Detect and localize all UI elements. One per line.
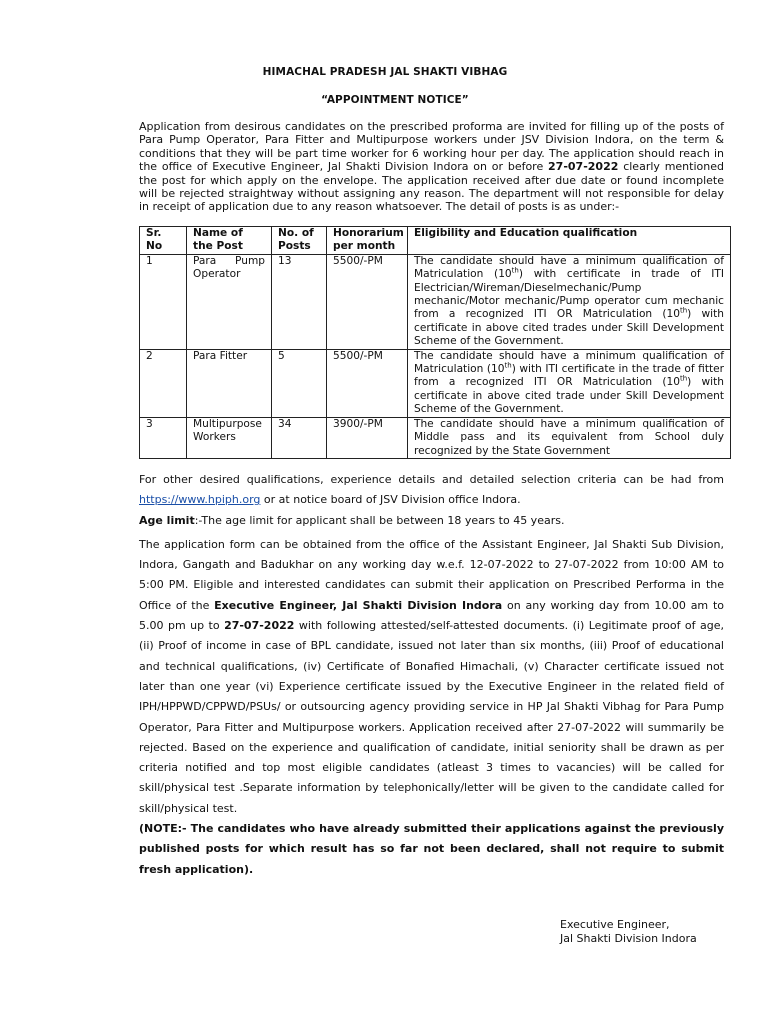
application-text-c: with following attested/self-attested documents. (i) Legitimate proof of age, (ii) Proof of income in case of BPL candidate, issued not later than six months, (iii) Proof of educational and technical qualifications, (iv) Certificate of Bonafied Himachali, (v) Character certificate issued not later than one year (vi) Experience certificate issued by the Executive Engineer in the related field of IPH/HPPWD/CPPWD/PSUs/ or outsourcing agency providing service in HP Jal Shakti Vibhag for Para Pump Operator, Para Fitter and Multipurpose workers. Application received after 27-07-2022 will summarily be rejected. Based on the experience and qualification of candidate, initial seniority shall be drawn as per criteria notified and top most eligible candidates (atleast 3 times to vacancies) will be called for skill/physical test .Separate information by telephonically/letter will be given to the candidate called for skill/physical test. (139, 619, 724, 815)
elig-text: ) with certificate in above cited trades under Skill Development Scheme of the Government. (414, 308, 724, 348)
col-header-eligibility: Eligibility and Education qualification (408, 227, 731, 255)
office-name: Executive Engineer, Jal Shakti Division Indora (214, 598, 503, 612)
application-text-a: The application form can be obtained from the office of the Assistant Engineer, Jal Shakti Sub Division, Indora, Gangath and Badukhar on any working day w.e.f. 12-07-2022 to 27-07-2022 from 10:00 AM to 5:00 PM. Eligible and interested candidates can submit their application on Prescribed Performa in the Office of the (139, 537, 724, 612)
posts-table (139, 226, 731, 459)
cell-sr: 2 (140, 349, 187, 417)
elig-text: The candidate should have a minimum qualification of Matriculation (10 (414, 349, 724, 376)
table-row (140, 417, 731, 458)
signature-office: Jal Shakti Division Indora (560, 932, 697, 945)
application-paragraph (139, 535, 724, 819)
elig-text: ) with certificate in trade of ITI Electrician/Wireman/Dieselmechanic/Pump mechanic/Motor mechanic/Pump operator cum mechanic from a recognized ITI OR Matriculation (10 (414, 268, 724, 321)
age-limit-paragraph (139, 511, 724, 531)
cell-honorarium: 5500/-PM (327, 254, 408, 349)
table-header-row (140, 227, 731, 255)
cell-eligibility (408, 254, 731, 349)
col-header-posts: No. of Posts (272, 227, 327, 255)
cell-honorarium: 5500/-PM (327, 349, 408, 417)
superscript: th (504, 361, 512, 370)
signature-title: Executive Engineer, (560, 918, 670, 931)
cell-honorarium: 3900/-PM (327, 417, 408, 458)
notice-body (139, 470, 724, 880)
table-row (140, 254, 731, 349)
note-paragraph: (NOTE:- The candidates who have already submitted their applications against the previously published posts for which result has so far not been declared, shall not require to submit fresh application). (139, 822, 724, 876)
cell-post-name: Para Fitter (187, 349, 272, 417)
col-header-sr: Sr. No (140, 227, 187, 255)
other-text: For other desired qualifications, experience details and detailed selection criteria can be had from (139, 473, 724, 486)
notice-title: “APPOINTMENT NOTICE” (321, 94, 469, 106)
cell-post-name: Para Pump Operator (187, 254, 272, 349)
signature-block (560, 918, 697, 946)
cell-sr: 1 (140, 254, 187, 349)
submission-date: 27-07-2022 (224, 619, 295, 633)
other-qualifications-paragraph (139, 470, 724, 511)
elig-text: ) with certificate in above cited trade under Skill Development Scheme of the Government. (414, 376, 724, 416)
cell-eligibility (408, 349, 731, 417)
age-limit-text: :-The age limit for applicant shall be between 18 years to 45 years. (194, 513, 565, 527)
cell-sr: 3 (140, 417, 187, 458)
org-heading: HIMACHAL PRADESH JAL SHAKTI VIBHAG (262, 66, 508, 78)
intro-text-a: Application from desirous candidates on the prescribed proforma are invited for filling up of the posts of Para Pump Operator, Para Fitter and Multipurpose workers under JSV Division Indora, on the term & conditions that they will be part time worker for 6 working hour per day. The application should reach in the office of Executive Engineer, Jal Shakti Division Indora on or before (139, 120, 724, 174)
elig-text: ) with ITI certificate in the trade of fitter from a recognized ITI OR Matriculation (10 (414, 363, 724, 389)
cell-post-name: Multipurpose Workers (187, 417, 272, 458)
elig-text: The candidate should have a minimum qualification of Matriculation (10 (414, 254, 724, 281)
intro-paragraph (139, 120, 724, 214)
other-text-tail: or at notice board of JSV Division office Indora. (260, 493, 521, 507)
cell-eligibility: The candidate should have a minimum qualification of Middle pass and its equivalent from School duly recognized by the State Government (408, 417, 731, 458)
intro-text-b: clearly mentioned the post for which apply on the envelope. The application received after due date or found incomplete will be rejected straightway without assigning any reason. The department will not responsible for delay in receipt of application due to any reason whatsoever. The detail of posts is as under:- (139, 160, 724, 214)
last-date: 27-07-2022 (548, 160, 619, 174)
website-link[interactable]: https://www.hpiph.org (139, 493, 261, 507)
col-header-honorarium: Honorarium per month (327, 227, 408, 255)
application-text-b: on any working day from 10.00 am to 5.00 pm up to (139, 598, 724, 633)
superscript: th (511, 266, 519, 275)
superscript: th (679, 306, 688, 315)
cell-posts: 5 (272, 349, 327, 417)
col-header-name: Name of the Post (187, 227, 272, 255)
cell-posts: 34 (272, 417, 327, 458)
table-row (140, 349, 731, 417)
superscript: th (679, 374, 688, 383)
age-limit-label: Age limit (139, 513, 195, 527)
cell-posts: 13 (272, 254, 327, 349)
